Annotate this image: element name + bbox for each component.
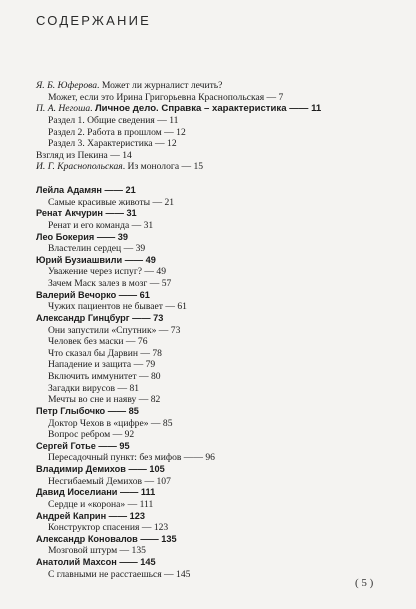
toc-intro-line — [36, 138, 396, 150]
toc-entry-text: Раздел 3. Характеристика — 12 — [48, 138, 177, 150]
toc-author-heading: Лео Бокерия —— 39 — [36, 231, 128, 242]
toc-entry: Несгибаемый Демихов — 107 — [48, 475, 171, 487]
toc-entry: Вопрос ребром — 92 — [48, 429, 135, 441]
toc-entry-text: Раздел 1. Общие сведения — 11 — [48, 114, 179, 126]
toc-entry: Доктор Чехов в «цифре» — 85 — [48, 417, 173, 429]
toc-entry: Уважение через испуг? — 49 — [48, 266, 167, 278]
toc-author-heading: Валерий Вечорко —— 61 — [36, 289, 150, 300]
toc-intro-line — [36, 161, 396, 173]
toc-entry: Сердце и «корона» — 111 — [48, 498, 154, 510]
toc-author-heading: Андрей Каприн —— 123 — [36, 510, 145, 521]
toc-author-heading: Владимир Демихов —— 105 — [36, 464, 165, 474]
toc-entry: Ренат и его команда — 31 — [48, 219, 154, 231]
toc-entry: Загадки вирусов — 81 — [48, 382, 140, 394]
toc-entry-text: . Может ли журналист лечить? — [97, 80, 223, 91]
toc-author-heading: Юрий Бузиашвили —— 49 — [36, 254, 156, 265]
toc-author-heading: Ренат Акчурин —— 31 — [36, 208, 137, 219]
toc-author-name: И. Г. Краснопольская — [36, 161, 123, 173]
page-number: ( 5 ) — [355, 577, 374, 589]
toc-entry: Властелин сердец — 39 — [48, 243, 146, 255]
toc-intro-line — [36, 80, 396, 92]
toc-entry: Что сказал бы Дарвин — 78 — [48, 347, 162, 359]
toc-entry: Пересадочный пункт: без мифов —— 96 — [48, 452, 215, 464]
toc-author-heading: Сергей Готье —— 95 — [36, 440, 130, 451]
toc-author-name: П. А. Негоша — [36, 103, 91, 115]
toc-intro-line — [36, 115, 396, 127]
toc-entry-text: — 7 — [264, 91, 284, 103]
toc-entry: Включить иммунитет — 80 — [48, 371, 161, 382]
toc-entry: Нападение и защита — 79 — [48, 359, 156, 371]
toc-entry: С главными не расстаешься — 145 — [48, 568, 191, 580]
toc-entry: Конструктор спасения — 123 — [48, 522, 169, 534]
toc-intro-line — [36, 92, 396, 104]
toc-entry-text: Может, если это Ирина Григорьевна Краснопольская — [48, 91, 265, 103]
toc-entry-text: Раздел 2. Работа в прошлом — 12 — [48, 126, 186, 138]
page-title: СОДЕРЖАНИЕ — [36, 13, 152, 28]
toc-entry: Мечты во сне и наяву — 82 — [48, 394, 161, 406]
toc-author-heading: Александр Коновалов —— 135 — [36, 533, 177, 544]
toc-author-heading: Лейла Адамян —— 21 — [36, 185, 136, 195]
toc-author-name: Я. Б. Юферова — [36, 80, 98, 91]
toc-entry: Самые красивые животы — 21 — [48, 196, 175, 208]
toc-entry-text: . — [90, 103, 95, 115]
toc-entry: Человек без маски — 76 — [48, 336, 148, 348]
toc-entry-text: . Из монолога — 15 — [122, 161, 204, 173]
toc-entry: Зачем Маск залез в мозг — 57 — [48, 278, 172, 289]
toc-entry: Они запустили «Спутник» — 73 — [48, 324, 181, 336]
toc-author-heading: Давид Иоселиани —— 111 — [36, 487, 156, 498]
toc-author-heading: Анатолий Махсон —— 145 — [36, 557, 156, 567]
toc-entry: Мозговой штурм — 135 — [48, 545, 146, 557]
toc-author-heading: Александр Гинцбург —— 73 — [36, 312, 164, 323]
toc-intro-line — [36, 150, 396, 162]
toc-entry: Чужих пациентов не бывает — 61 — [48, 301, 187, 313]
toc-intro-line — [36, 127, 396, 139]
toc-intro-line — [36, 103, 396, 115]
table-of-contents — [36, 80, 396, 580]
toc-entry-text: Взгляд из Пекина — 14 — [36, 149, 132, 161]
toc-author-heading: Петр Глыбочко —— 85 — [36, 405, 139, 416]
toc-entry-text: —— 11 — [286, 103, 322, 115]
toc-entry-text: Личное дело. Справка – характеристика — [94, 103, 287, 115]
